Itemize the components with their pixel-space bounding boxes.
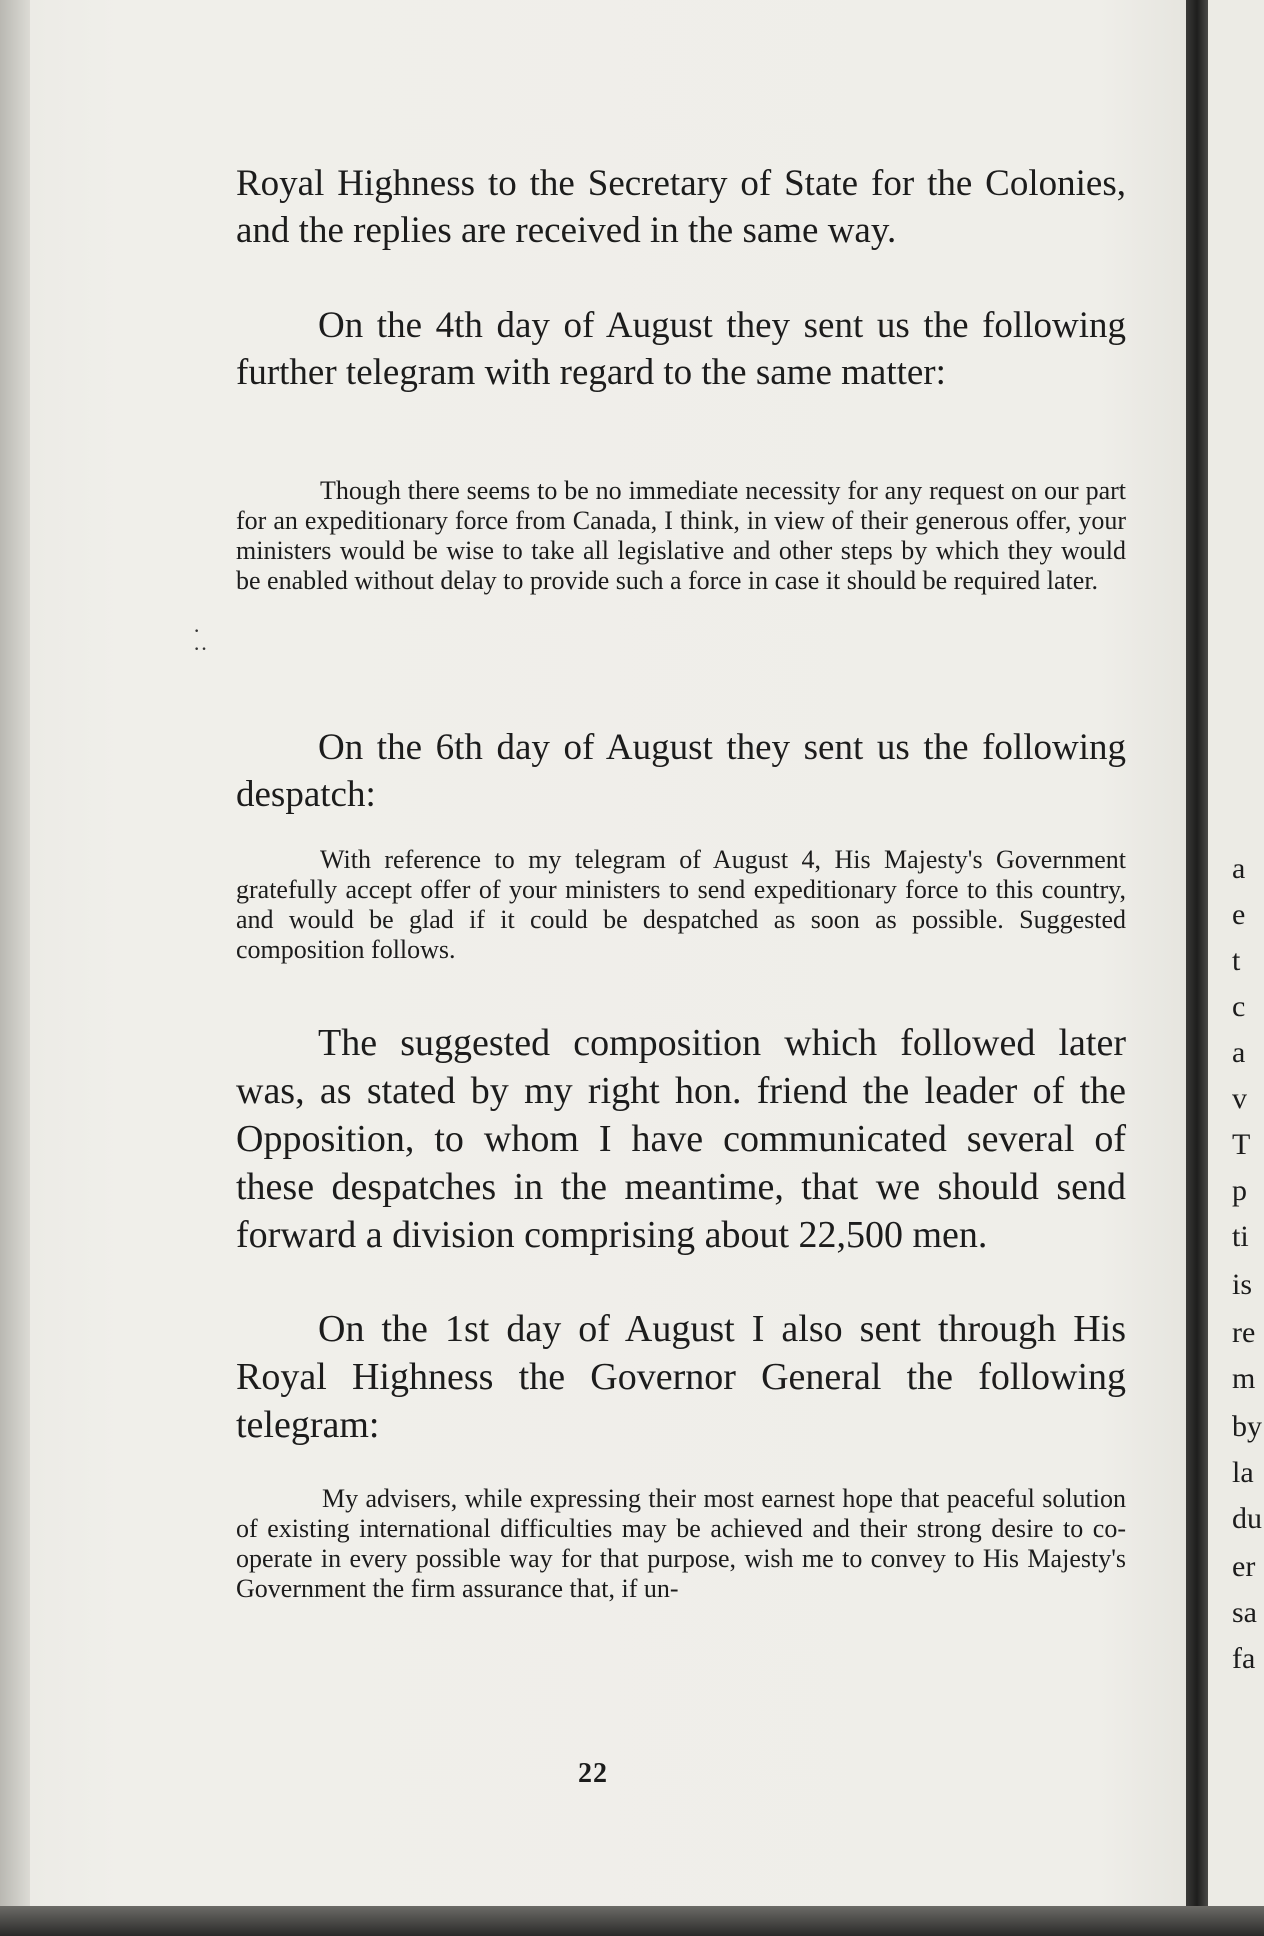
adjacent-page-fragment: c <box>1232 990 1246 1023</box>
adjacent-page-fragment: sa <box>1232 1596 1257 1629</box>
paragraph-august-1: On the 1st day of August I also sent through His Royal Highness the Governor General the following telegram: <box>236 1308 1126 1446</box>
paragraph-continuation: Royal Highness to the Secretary of State for the Colonies, and the replies are received in the same way. <box>236 163 1126 251</box>
quote-telegram-august-4: Though there seems to be no immediate necessity for any request on our part for an expeditionary force from Canada, I think, in view of their generous offer, your ministers would be wise to take all legislative and other steps by which they would be enabled without delay to provide such a force in case it should be required later. <box>236 476 1126 595</box>
paragraph-august-6: On the 6th day of August they sent us the following despatch: <box>236 727 1126 815</box>
adjacent-page-fragment: t <box>1232 944 1241 977</box>
page-edge-shadow <box>0 0 30 1936</box>
page-specks: · ·· <box>193 618 208 661</box>
adjacent-page-fragment: du <box>1232 1502 1262 1535</box>
paragraph-august-4: On the 4th day of August they sent us the following further telegram with regard to the same matter: <box>236 305 1126 393</box>
book-gutter <box>1186 0 1208 1936</box>
adjacent-page-fragment: e <box>1232 898 1246 931</box>
adjacent-page-fragment: fa <box>1232 1642 1256 1675</box>
adjacent-page-fragment: ti <box>1232 1220 1249 1253</box>
scan-bottom-edge <box>0 1906 1264 1936</box>
adjacent-page-fragment: v <box>1232 1082 1247 1115</box>
adjacent-page-fragment: by <box>1232 1410 1262 1443</box>
adjacent-page-fragment: a <box>1232 1036 1246 1069</box>
quote-telegram-august-1: My advisers, while expressing their most earnest hope that peaceful solution of existing international difficulties may be achieved and their strong desire to co-operate in every possible way for that purpose, wish me to convey to His Majesty's Government the firm assurance that, if un- <box>236 1484 1126 1603</box>
paragraph-suggested-composition: The suggested composition which followed later was, as stated by my right hon. friend the leader of the Opposition, to whom I have communicated several of these despatches in the meantime, that we should send forward a division comprising about 22,500 men. <box>236 1022 1126 1256</box>
adjacent-page-fragment: la <box>1232 1456 1254 1489</box>
adjacent-page-fragment: is <box>1232 1268 1253 1301</box>
adjacent-page-fragment: T <box>1232 1128 1251 1161</box>
adjacent-page-fragment: a <box>1232 852 1246 885</box>
adjacent-page-fragment: m <box>1232 1362 1256 1395</box>
adjacent-page-fragment: er <box>1232 1550 1256 1583</box>
quote-despatch-august-6: With reference to my telegram of August 4, His Majesty's Government gratefully accept offer of your ministers to send expeditionary force to this country, and would be glad if it could be despatched as soon as possible. Suggested composition follows. <box>236 845 1126 964</box>
adjacent-page-fragment: re <box>1232 1316 1256 1349</box>
adjacent-page-fragment: p <box>1232 1174 1247 1207</box>
page-number: 22 <box>578 1758 608 1789</box>
